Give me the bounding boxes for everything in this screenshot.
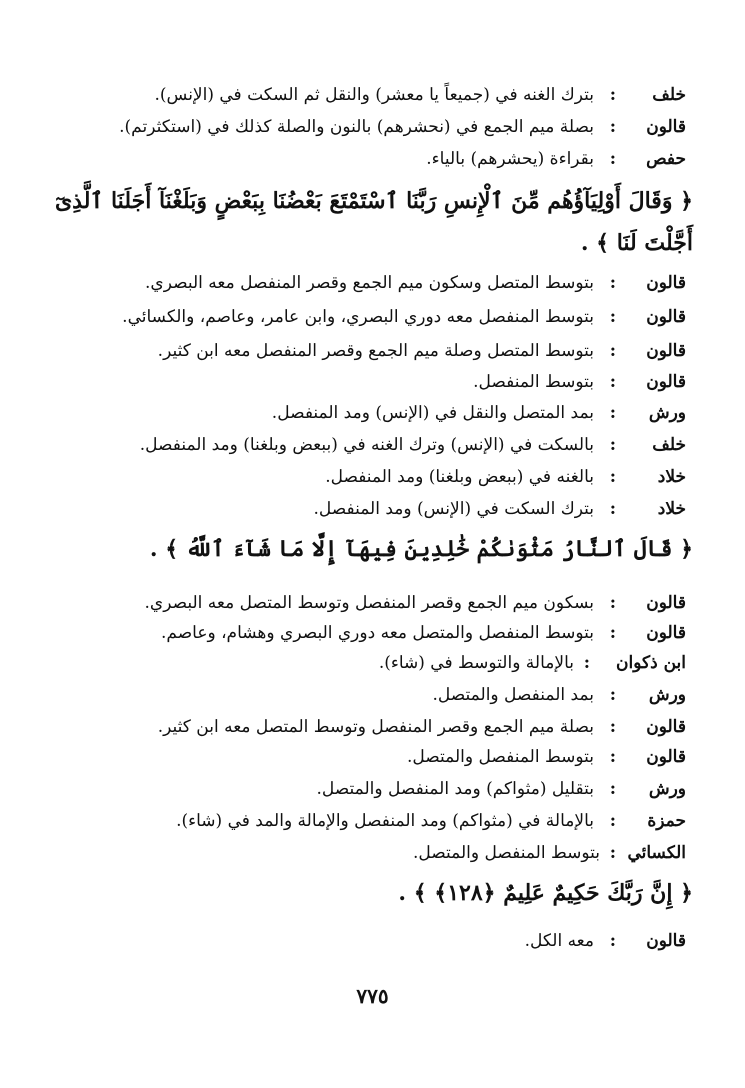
- reader-name: قالون: [646, 931, 686, 951]
- reading-text: معه الكل.: [524, 931, 594, 951]
- separator: :: [609, 149, 616, 169]
- quran-verse: ﴿ قَالَ ٱلنَّارُ مَثْوَىٰكُمْ خَٰلِدِينَ فِيهَآ إِلَّا مَا شَآءَ ٱللَّهُ ﴾ .: [149, 536, 693, 562]
- separator: :: [609, 593, 616, 613]
- reading-text: بسكون ميم الجمع وقصر المنفصل وتوسط المتصل معه البصري.: [144, 593, 594, 613]
- reader-name: خلف: [652, 85, 686, 105]
- quran-verse: ﴿ وَقَالَ أَوْلِيَآؤُهُم مِّنَ ٱلْإِنسِ رَبَّنَا ٱسْتَمْتَعَ بَعْضُنَا بِبَعْضٍ وَبَلَغْنَآ أَجَلَنَا ٱلَّذِىٓ أَجَّلْتَ لَنَا ﴾ .: [54, 188, 693, 256]
- reading-text: بصلة ميم الجمع وقصر المنفصل وتوسط المتصل معه ابن كثير.: [157, 717, 594, 737]
- reading-text: بتوسط المنفصل والمتصل.: [407, 747, 594, 767]
- reader-name: ابن ذكوان: [616, 653, 686, 673]
- separator: :: [609, 623, 616, 643]
- reader-name: قالون: [646, 372, 686, 392]
- reader-name: قالون: [646, 593, 686, 613]
- separator: :: [609, 85, 616, 105]
- reading-text: بتوسط المنفصل والمتصل.: [413, 843, 600, 863]
- reading-text: بمد المنفصل والمتصل.: [432, 685, 594, 705]
- reading-line: [46, 112, 686, 142]
- reader-name: خلف: [652, 435, 686, 455]
- reading-line: [46, 774, 686, 804]
- reading-line: [46, 268, 686, 298]
- reading-line: [46, 430, 686, 460]
- reader-name: قالون: [646, 307, 686, 327]
- reader-name: ورش: [648, 403, 686, 423]
- reader-name: الكسائي: [627, 843, 686, 863]
- reading-line: [46, 680, 686, 710]
- reading-line: [46, 398, 686, 428]
- reader-name: ورش: [648, 779, 686, 799]
- reader-name: حمزة: [647, 811, 686, 831]
- reader-name: قالون: [646, 341, 686, 361]
- separator: :: [609, 717, 616, 737]
- separator: :: [609, 811, 616, 831]
- reader-name: قالون: [646, 117, 686, 137]
- reading-line: [46, 494, 686, 524]
- reading-line: [46, 618, 686, 648]
- reading-text: بالإمالة في (مثواكم) ومد المنفصل والإمالة والمد في (شاء).: [176, 811, 594, 831]
- reading-text: بالإمالة والتوسط في (شاء).: [378, 653, 574, 673]
- separator: :: [609, 467, 616, 487]
- reading-text: بتوسط المتصل وصلة ميم الجمع وقصر المنفصل معه ابن كثير.: [157, 341, 594, 361]
- reading-text: بالسكت في (الإنس) وترك الغنه في (ببعض وبلغنا) ومد المنفصل.: [139, 435, 594, 455]
- separator: :: [609, 341, 616, 361]
- reading-text: بتوسط المنفصل.: [473, 372, 594, 392]
- separator: :: [609, 117, 616, 137]
- separator: :: [609, 403, 616, 423]
- separator: :: [609, 931, 616, 951]
- reading-text: بترك الغنه في (جميعاً يا معشر) والنقل ثم السكت في (الإنس).: [154, 85, 594, 105]
- quran-verse: ﴿ إِنَّ رَبَّكَ حَكِيمٌ عَلِيمٌ ﴿١٢٨﴾ ﴾ .: [398, 880, 693, 906]
- reader-name: خلاد: [657, 499, 686, 519]
- reading-line: [46, 806, 686, 836]
- reading-text: بالغنه في (ببعض وبلغنا) ومد المنفصل.: [325, 467, 594, 487]
- reading-text: بقراءة (يحشرهم) بالياء.: [426, 149, 594, 169]
- page-number: ٧٧٥: [356, 984, 389, 1008]
- separator: :: [609, 372, 616, 392]
- reader-name: حفص: [646, 149, 686, 169]
- reading-line: [46, 926, 686, 956]
- reading-line: [46, 712, 686, 742]
- reading-text: بتوسط المتصل وسكون ميم الجمع وقصر المنفصل معه البصري.: [145, 273, 594, 293]
- reader-name: قالون: [646, 623, 686, 643]
- separator: :: [583, 653, 590, 673]
- separator: :: [609, 435, 616, 455]
- reading-line: [46, 462, 686, 492]
- reader-name: خلاد: [657, 467, 686, 487]
- reading-text: بتوسط المنفصل والمتصل معه دوري البصري وهشام، وعاصم.: [160, 623, 594, 643]
- separator: :: [609, 273, 616, 293]
- reading-line: [46, 80, 686, 110]
- reading-text: بصلة ميم الجمع في (نحشرهم) بالنون والصلة كذلك في (استكثرتم).: [119, 117, 594, 137]
- reader-name: قالون: [646, 747, 686, 767]
- reading-line: [46, 144, 686, 174]
- separator: :: [609, 779, 616, 799]
- reader-name: ورش: [648, 685, 686, 705]
- separator: :: [609, 685, 616, 705]
- separator: :: [609, 747, 616, 767]
- separator: :: [609, 499, 616, 519]
- reading-line: [46, 588, 686, 618]
- reader-name: قالون: [646, 717, 686, 737]
- separator: :: [609, 843, 616, 863]
- reading-line: [46, 367, 686, 397]
- reader-name: قالون: [646, 273, 686, 293]
- reading-text: بتقليل (مثواكم) ومد المنفصل والمتصل.: [316, 779, 594, 799]
- reading-line: [46, 742, 686, 772]
- reading-line: [46, 302, 686, 332]
- reading-line: [46, 336, 686, 366]
- reading-text: بتوسط المنفصل معه دوري البصري، وابن عامر، وعاصم، والكسائي.: [122, 307, 594, 327]
- reading-text: بمد المتصل والنقل في (الإنس) ومد المنفصل.: [271, 403, 594, 423]
- reading-text: بترك السكت في (الإنس) ومد المنفصل.: [313, 499, 594, 519]
- reading-line: [46, 648, 686, 678]
- reading-line: [46, 838, 686, 868]
- separator: :: [609, 307, 616, 327]
